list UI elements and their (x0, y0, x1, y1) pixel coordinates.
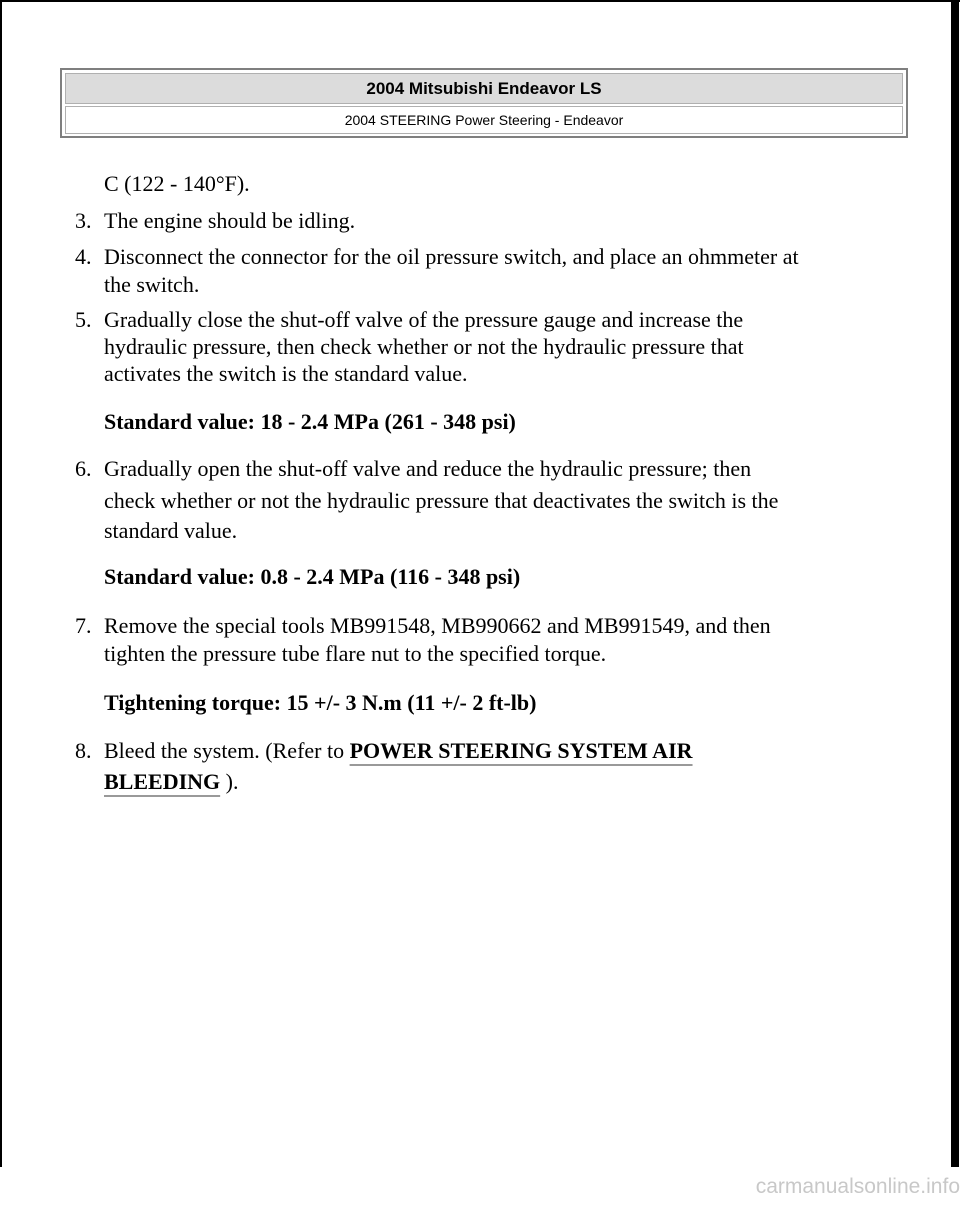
watermark: carmanualsonline.info (755, 1175, 960, 1198)
tightening-torque-spec: Tightening torque: 15 +/- 3 N.m (11 +/- 2 ft-lb) (104, 690, 537, 715)
header-title: 2004 Mitsubishi Endeavor LS (65, 73, 903, 104)
step-text: hydraulic pressure, then check whether or not the hydraulic pressure that (104, 334, 744, 359)
standard-value-spec: Standard value: 0.8 - 2.4 MPa (116 - 348 psi) (104, 564, 521, 589)
standard-value-spec: Standard value: 18 - 2.4 MPa (261 - 348 psi) (104, 409, 516, 434)
document-header (60, 68, 908, 138)
step-number: 4. (75, 244, 92, 269)
step-text: activates the switch is the standard value. (104, 361, 468, 386)
step-text: the switch. (104, 272, 200, 297)
step-text: Gradually open the shut-off valve and reduce the hydraulic pressure; then (104, 456, 752, 481)
bleeding-procedure-link[interactable]: BLEEDING (104, 769, 221, 794)
step-number: 5. (75, 307, 92, 332)
step-text: Disconnect the connector for the oil pressure switch, and place an ohmmeter at (104, 244, 799, 269)
step-number: 3. (75, 208, 92, 233)
step-text: check whether or not the hydraulic pressure that deactivates the switch is the (104, 488, 779, 513)
step-text: Bleed the system. (Refer to (104, 738, 350, 763)
bleeding-procedure-link[interactable]: POWER STEERING SYSTEM AIR (349, 738, 693, 763)
step-text-with-link (104, 737, 693, 765)
page-frame-right (951, 0, 959, 1167)
page-frame-left (0, 0, 2, 1167)
step-text: The engine should be idling. (104, 208, 356, 233)
step-text-with-link (104, 768, 238, 796)
continuation-text: C (122 - 140°F). (104, 171, 250, 196)
step-number: 8. (75, 738, 92, 763)
page-frame-top (0, 0, 960, 2)
step-text: Remove the special tools MB991548, MB990662 and MB991549, and then (104, 613, 771, 638)
step-text: tighten the pressure tube flare nut to the specified torque. (104, 641, 607, 666)
step-text: standard value. (104, 518, 238, 543)
step-text: ). (220, 769, 239, 794)
step-number: 6. (75, 456, 92, 481)
header-subtitle: 2004 STEERING Power Steering - Endeavor (65, 106, 903, 134)
step-text: Gradually close the shut-off valve of the pressure gauge and increase the (104, 307, 744, 332)
step-number: 7. (75, 613, 92, 638)
